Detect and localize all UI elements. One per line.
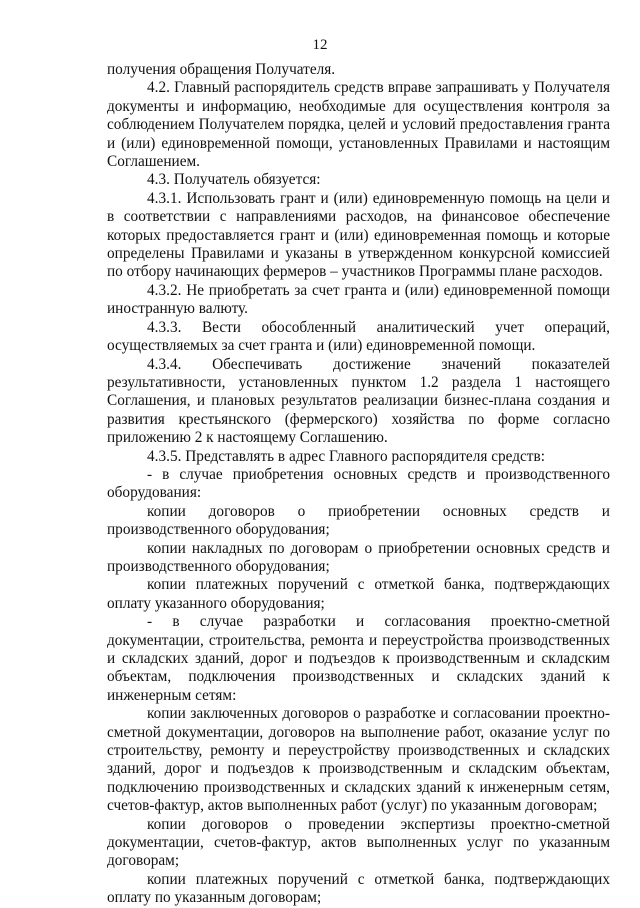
paragraph: 4.2. Главный распорядитель средств вправе запрашивать у Получателя документы и информацию, необходимые для осуществления контроля за соблюдением Получателем порядка, целей и условий предоставления гранта и (или) единовременной помощи, установленных Правилами и настоящим Соглашением. [107,79,610,171]
paragraph: 4.3.3. Вести обособленный аналитический учет операций, осуществляемых за счет гранта и (или) единовременной помощи. [107,318,610,355]
paragraph: получения обращения Получателя. [107,61,336,78]
page-number: 12 [312,37,328,53]
paragraph: 4.3.2. Не приобретать за счет гранта и (или) единовременной помощи иностранную валюту. [107,281,610,318]
paragraph: 4.3. Получатель обязуется: [147,171,321,189]
paragraph: копии накладных по договорам о приобретении основных средств и производственного оборудования; [107,539,610,575]
page-body [107,61,610,908]
paragraph: копии платежных поручений с отметкой банка, подтверждающих оплату по указанным договорам; [107,870,610,907]
paragraph: 4.3.5. Представлять в адрес Главного распорядителя средств: [147,447,545,465]
paragraph: 4.3.1. Использовать грант и (или) единовременную помощь на цели и в соответствии с направлениями расходов, на финансовое обеспечение которых предоставляется грант и (или) единовременная помощь и которые определены Правилами и указаны в утвержденном конкурсной комиссией по отбору начинающих фермеров – участников Программы плане расходов. [107,189,610,281]
paragraph: копии заключенных договоров о разработке и согласовании проектно-сметной документации, договоров на выполнение работ, оказание услуг по строительству, ремонту и переустройству производственных и складских зданий, дорог и подъездов к производственным и складским объектам, подключению производственных и складских зданий к инженерным сетям, счетов-фактур, актов выполненных работ (услуг) по указанным договорам; [107,705,610,815]
paragraph: - в случае разработки и согласования проектно-сметной документации, строительства, ремонта и переустройства производственных и складских зданий, дорог и подъездов к производственным и складским объектам, подключения производственных и складских зданий к инженерным сетям: [107,613,610,704]
paragraph: - в случае приобретения основных средств и производственного оборудования: [107,465,610,502]
paragraph: копии договоров о приобретении основных средств и производственного оборудования; [107,502,610,539]
paragraph: 4.3.4. Обеспечивать достижение значений показателей результативности, установленных пунктом 1.2 раздела 1 настоящего Соглашения, и плановых результатов реализации бизнес-плана создания и развития крестьянского (фермерского) хозяйства по форме согласно приложению 2 к настоящему Соглашению. [107,355,610,447]
paragraph: копии договоров о проведении экспертизы проектно-сметной документации, счетов-фактур, актов выполненных услуг по указанным договорам; [107,815,610,870]
paragraph: копии платежных поручений с отметкой банка, подтверждающих оплату указанного оборудования; [107,576,610,612]
